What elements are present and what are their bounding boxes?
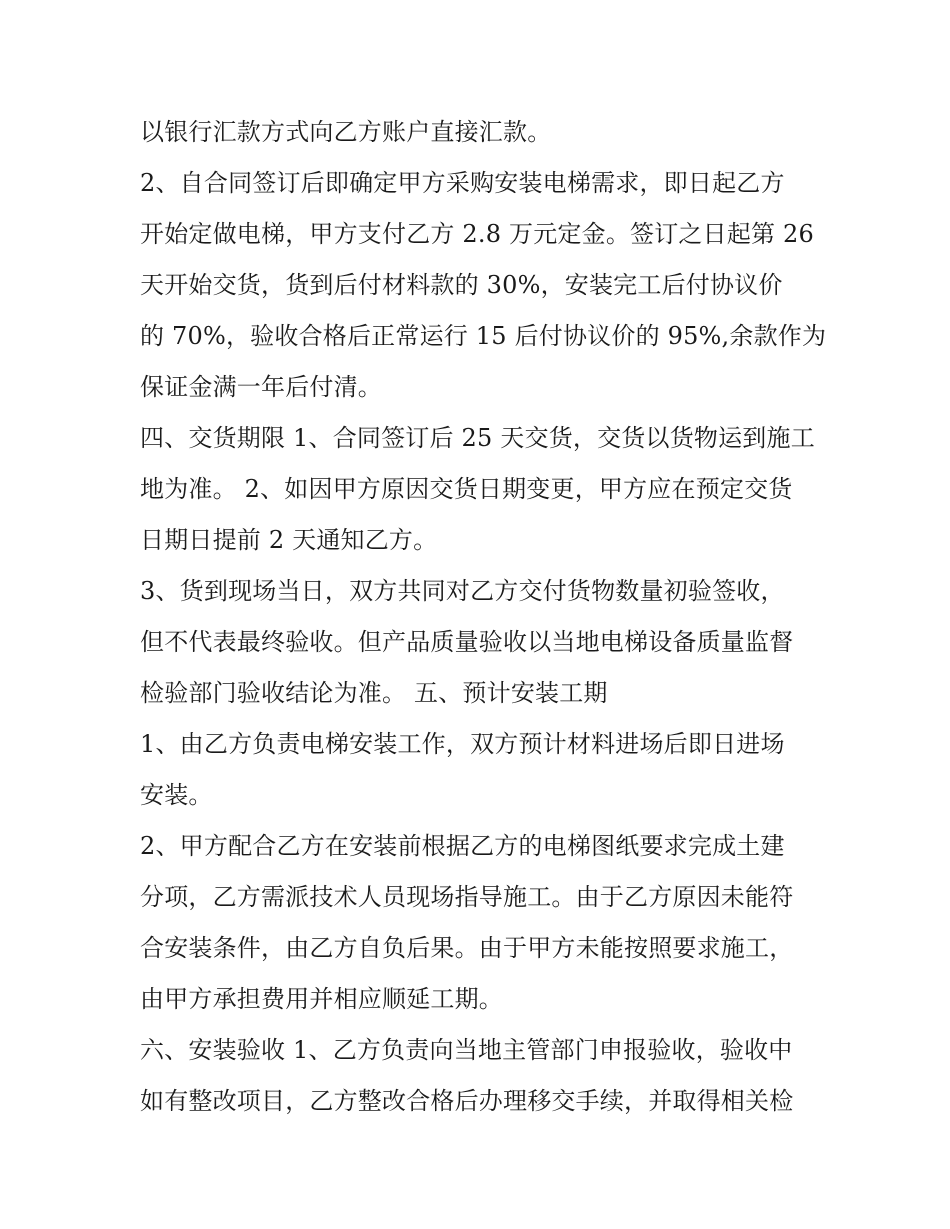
text-line: 2、自合同签订后即确定甲方采购安装电梯需求，即日起乙方 [140,169,785,197]
text-line: 1、由乙方负责电梯安装工作，双方预计材料进场后即日进场 [140,730,785,758]
text-line: 2、甲方配合乙方在安装前根据乙方的电梯图纸要求完成土建 [140,832,785,860]
text-line: 检验部门验收结论为准。 五、预计安装工期 [140,679,608,707]
text-line: 3、货到现场当日，双方共同对乙方交付货物数量初验签收， [140,577,785,605]
text-line: 由甲方承担费用并相应顺延工期。 [140,985,503,1013]
text-line: 以银行汇款方式向乙方账户直接汇款。 [140,118,552,146]
text-line: 日期日提前 2 天通知乙方。 [140,526,438,554]
text-line: 四、交货期限 1、合同签订后 25 天交货，交货以货物运到施工 [140,424,815,452]
text-line: 天开始交货，货到后付材料款的 30%，安装完工后付协议价 [140,271,783,299]
text-line: 合安装条件，由乙方自负后果。由于甲方未能按照要求施工， [140,934,794,962]
text-line: 安装。 [140,781,213,809]
document-body [140,107,830,1127]
text-line: 六、安装验收 1、乙方负责向当地主管部门申报验收，验收中 [140,1036,793,1064]
text-line: 分项，乙方需派技术人员现场指导施工。由于乙方原因未能符 [140,883,794,911]
text-line: 开始定做电梯，甲方支付乙方 2.8 万元定金。签订之日起第 26 [140,220,814,248]
text-line: 的 70%，验收合格后正常运行 15 后付协议价的 95%,余款作为 [140,322,827,350]
text-line: 但不代表最终验收。但产品质量验收以当地电梯设备质量监督 [140,628,794,656]
text-line: 地为准。 2、如因甲方原因交货日期变更，甲方应在预定交货 [140,475,793,503]
text-line: 如有整改项目，乙方整改合格后办理移交手续，并取得相关检 [140,1087,794,1115]
text-line: 保证金满一年后付清。 [140,373,382,401]
